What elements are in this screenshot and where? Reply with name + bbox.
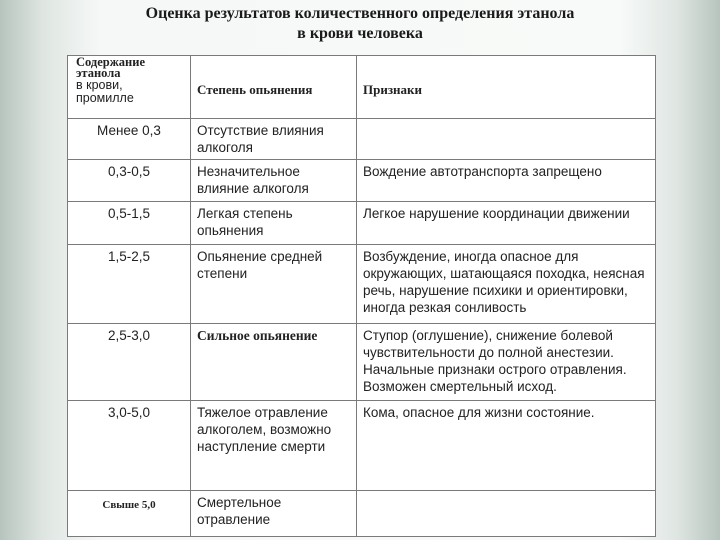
- concentration-cell: 2,5-3,0: [68, 324, 191, 401]
- table-row: [68, 324, 656, 401]
- degree-cell: Незначительное влияние алкоголя: [191, 160, 357, 202]
- table-row: [68, 245, 656, 324]
- signs-cell: Легкое нарушение координации движении: [357, 202, 656, 245]
- concentration-cell: 0,3-0,5: [68, 160, 191, 202]
- table-row: [68, 202, 656, 245]
- signs-cell: Вождение автотранспорта запрещено: [357, 160, 656, 202]
- concentration-cell: Свыше 5,0: [68, 491, 191, 537]
- header-concentration-line-1: Содержание: [76, 55, 146, 69]
- header-concentration-line-2: этанола: [76, 66, 121, 80]
- header-concentration-line-3: в крови,: [76, 78, 123, 92]
- table-row: [68, 491, 656, 537]
- header-signs: [357, 56, 656, 119]
- degree-cell: Опьянение средней степени: [191, 245, 357, 324]
- concentration-cell: 1,5-2,5: [68, 245, 191, 324]
- signs-cell: [357, 491, 656, 537]
- concentration-cell: 0,5-1,5: [68, 202, 191, 245]
- title-line-2: в крови человека: [297, 25, 423, 42]
- table-row: [68, 119, 656, 160]
- degree-cell: Смертельное отравление: [191, 491, 357, 537]
- title-line-1: Оценка результатов количественного определения этанола: [145, 5, 575, 22]
- concentration-cell: 3,0-5,0: [68, 401, 191, 491]
- ethanol-assessment-table: [67, 55, 656, 537]
- signs-cell: Кома, опасное для жизни состояние.: [357, 401, 656, 491]
- table-header-row: [68, 56, 656, 119]
- table-row: [68, 401, 656, 491]
- header-concentration-line-4: промилле: [76, 91, 134, 105]
- degree-cell: Легкая степень опьянения: [191, 202, 357, 245]
- header-degree-label: Степень опьянения: [197, 82, 313, 97]
- degree-cell: Тяжелое отравление алкоголем, возможно наступление смерти: [191, 401, 357, 491]
- signs-cell: Ступор (оглушение), снижение болевой чувствительности до полной анестезии. Начальные признаки острого отравления. Возможен смертельный исход.: [357, 324, 656, 401]
- header-signs-label: Признаки: [363, 82, 423, 97]
- table-row: [68, 160, 656, 202]
- degree-cell: Отсутствие влияния алкоголя: [191, 119, 357, 160]
- signs-cell: [357, 119, 656, 160]
- page-title: [0, 4, 720, 44]
- signs-cell: Возбуждение, иногда опасное для окружающих, шатающаяся походка, неясная речь, нарушение психики и ориентировки, иногда резкая сонливость: [357, 245, 656, 324]
- header-concentration: [68, 56, 191, 119]
- degree-cell: Сильное опьянение: [191, 324, 357, 401]
- header-degree: [191, 56, 357, 119]
- concentration-cell: Менее 0,3: [68, 119, 191, 160]
